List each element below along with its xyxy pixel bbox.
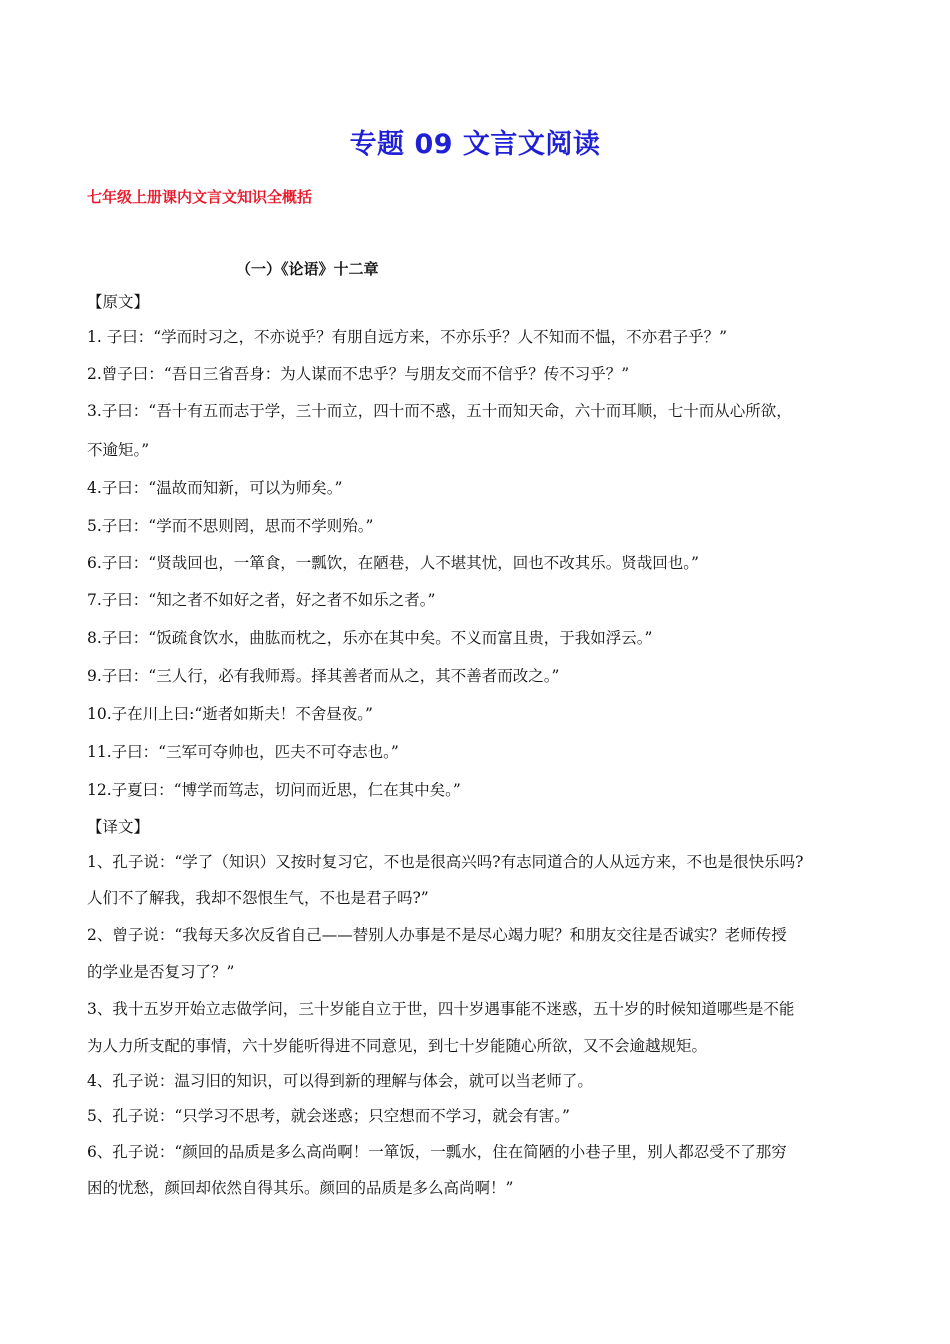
original-line: 12.子夏曰：“博学而笃志，切问而近思，仁在其中矣。”: [87, 781, 461, 799]
translation-line: 2、曾子说：“我每天多次反省自己——替别人办事是不是尽心竭力呢？和朋友交往是否诚实？老师传授: [87, 926, 787, 944]
original-line: 7.子曰：“知之者不如好之者，好之者不如乐之者。”: [87, 591, 436, 609]
original-line: 10.子在川上曰:“逝者如斯夫！不舍昼夜。”: [87, 705, 373, 723]
original-line: 6.子曰：“贤哉回也，一箪食，一瓢饮，在陋巷，人不堪其忧，回也不改其乐。贤哉回也。”: [87, 554, 699, 572]
original-line: 1. 子曰：“学而时习之，不亦说乎？有朋自远方来，不亦乐乎？人不知而不愠，不亦君子乎？”: [87, 328, 728, 346]
original-line: 9.子曰：“三人行，必有我师焉。择其善者而从之，其不善者而改之。”: [87, 667, 560, 685]
original-label: 【原文】: [87, 293, 150, 311]
translation-line: 4、孔子说：温习旧的知识，可以得到新的理解与体会，就可以当老师了。: [87, 1072, 593, 1090]
translation-line: 6、孔子说：“颜回的品质是多么高尚啊！一箪饭，一瓢水，住在简陋的小巷子里，别人都忍受不了那穷: [87, 1143, 787, 1161]
original-line: 2.曾子曰：“吾日三省吾身：为人谋而不忠乎？与朋友交而不信乎？传不习乎？”: [87, 365, 630, 383]
translation-line: 5、孔子说：“只学习不思考，就会迷惑；只空想而不学习，就会有害。”: [87, 1107, 570, 1125]
original-line: 5.子曰：“学而不思则罔，思而不学则殆。”: [87, 517, 374, 535]
document-title: 专题 09 文言文阅读: [349, 129, 601, 160]
document-subtitle: 七年级上册课内文言文知识全概括: [87, 188, 313, 206]
original-line: 8.子曰：“饭疏食饮水，曲肱而枕之，乐亦在其中矣。不义而富且贵，于我如浮云。”: [87, 629, 653, 647]
translation-line: 为人力所支配的事情，六十岁能听得进不同意见，到七十岁能随心所欲，又不会逾越规矩。: [87, 1037, 708, 1055]
section-heading: （一）《论语》十二章: [236, 260, 379, 278]
translation-line: 3、我十五岁开始立志做学问，三十岁能自立于世，四十岁遇事能不迷惑，五十岁的时候知道哪些是不能: [87, 1000, 795, 1018]
original-line: 4.子曰：“温故而知新，可以为师矣。”: [87, 479, 343, 497]
translation-line: 人们不了解我，我却不怨恨生气，不也是君子吗?”: [87, 889, 429, 907]
original-line: 3.子曰：“吾十有五而志于学，三十而立，四十而不惑，五十而知天命，六十而耳顺，七十而从心所欲，: [87, 402, 792, 420]
original-line: 11.子曰：“三军可夺帅也，匹夫不可夺志也。”: [87, 743, 399, 761]
translation-line: 1、孔子说：“学了（知识）又按时复习它，不也是很高兴吗?有志同道合的人从远方来，不也是很快乐吗?: [87, 853, 804, 871]
translation-label: 【译文】: [87, 818, 150, 836]
translation-line: 的学业是否复习了？”: [87, 963, 235, 981]
original-line: 不逾矩。”: [87, 441, 150, 459]
translation-line: 困的忧愁，颜回却依然自得其乐。颜回的品质是多么高尚啊！”: [87, 1179, 514, 1197]
